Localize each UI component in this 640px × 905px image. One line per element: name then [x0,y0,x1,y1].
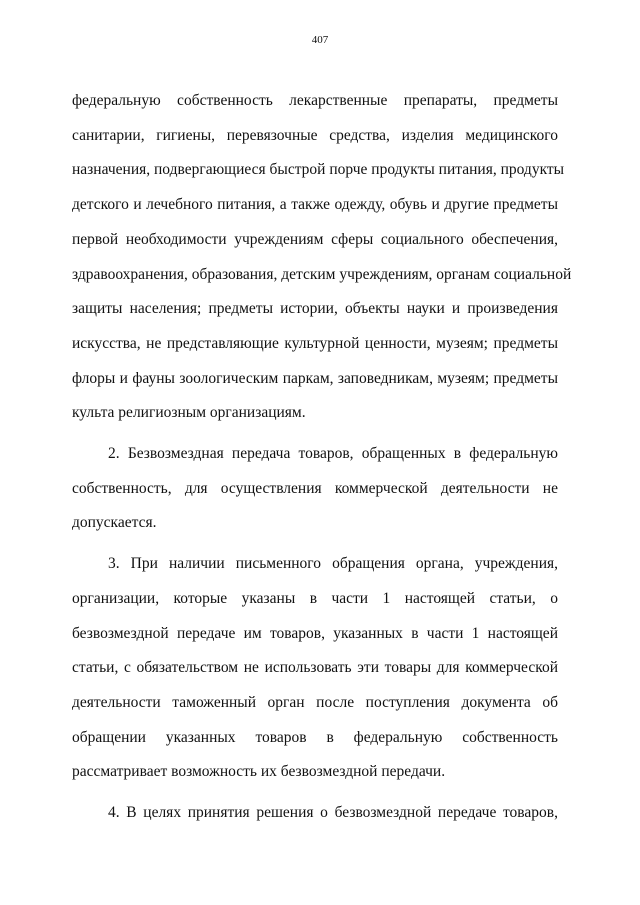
text-line: детского и лечебного питания, а также одежду, обувь и другие предметы [72,196,558,214]
text-line: федеральную собственность лекарственные препараты, предметы [72,92,558,109]
document-body [72,84,572,831]
text-line: деятельности таможенный орган после поступления документа об [72,693,558,711]
text-line: собственность, для осуществления коммерческой деятельности не [72,479,558,497]
text-line: культа религиозным организациям. [72,404,306,422]
text-line: санитарии, гигиены, перевязочные средства, изделия медицинского [72,126,558,144]
text-line: 3. При наличии письменного обращения органа, учреждения, [108,555,558,573]
paragraph-4 [72,796,558,831]
paragraph-continuation [72,84,572,431]
text-line: флоры и фауны зоологическим паркам, заповедникам, музеям; предметы [72,369,558,387]
text-line: организации, которые указаны в части 1 настоящей статьи, о [72,589,558,607]
text-line: рассматривает возможность их безвозмездной передачи. [72,763,446,781]
text-line: статьи, с обязательством не использовать эти товары для коммерческой [72,659,558,677]
text-line: безвозмездной передаче им товаров, указанных в части 1 настоящей [72,624,558,642]
paragraph-3 [72,547,558,790]
page-number: 407 [311,34,329,46]
text-line: обращении указанных товаров в федеральную собственность [72,728,558,746]
text-line: 2. Безвозмездная передача товаров, обращенных в федеральную [108,445,558,463]
text-line: защиты населения; предметы истории, объекты науки и произведения [72,300,558,318]
text-line: первой необходимости учреждениям сферы социального обеспечения, [72,230,558,248]
text-line: допускается. [72,514,157,532]
text-line: здравоохранения, образования, детским учреждениям, органам социальной [72,265,572,283]
text-line: назначения, подвергающиеся быстрой порче продукты питания, продукты [72,161,565,179]
paragraph-2 [72,437,558,541]
text-line: искусства, не представляющие культурной ценности, музеям; предметы [72,334,558,352]
text-line: 4. В целях принятия решения о безвозмездной передаче товаров, [108,804,558,822]
